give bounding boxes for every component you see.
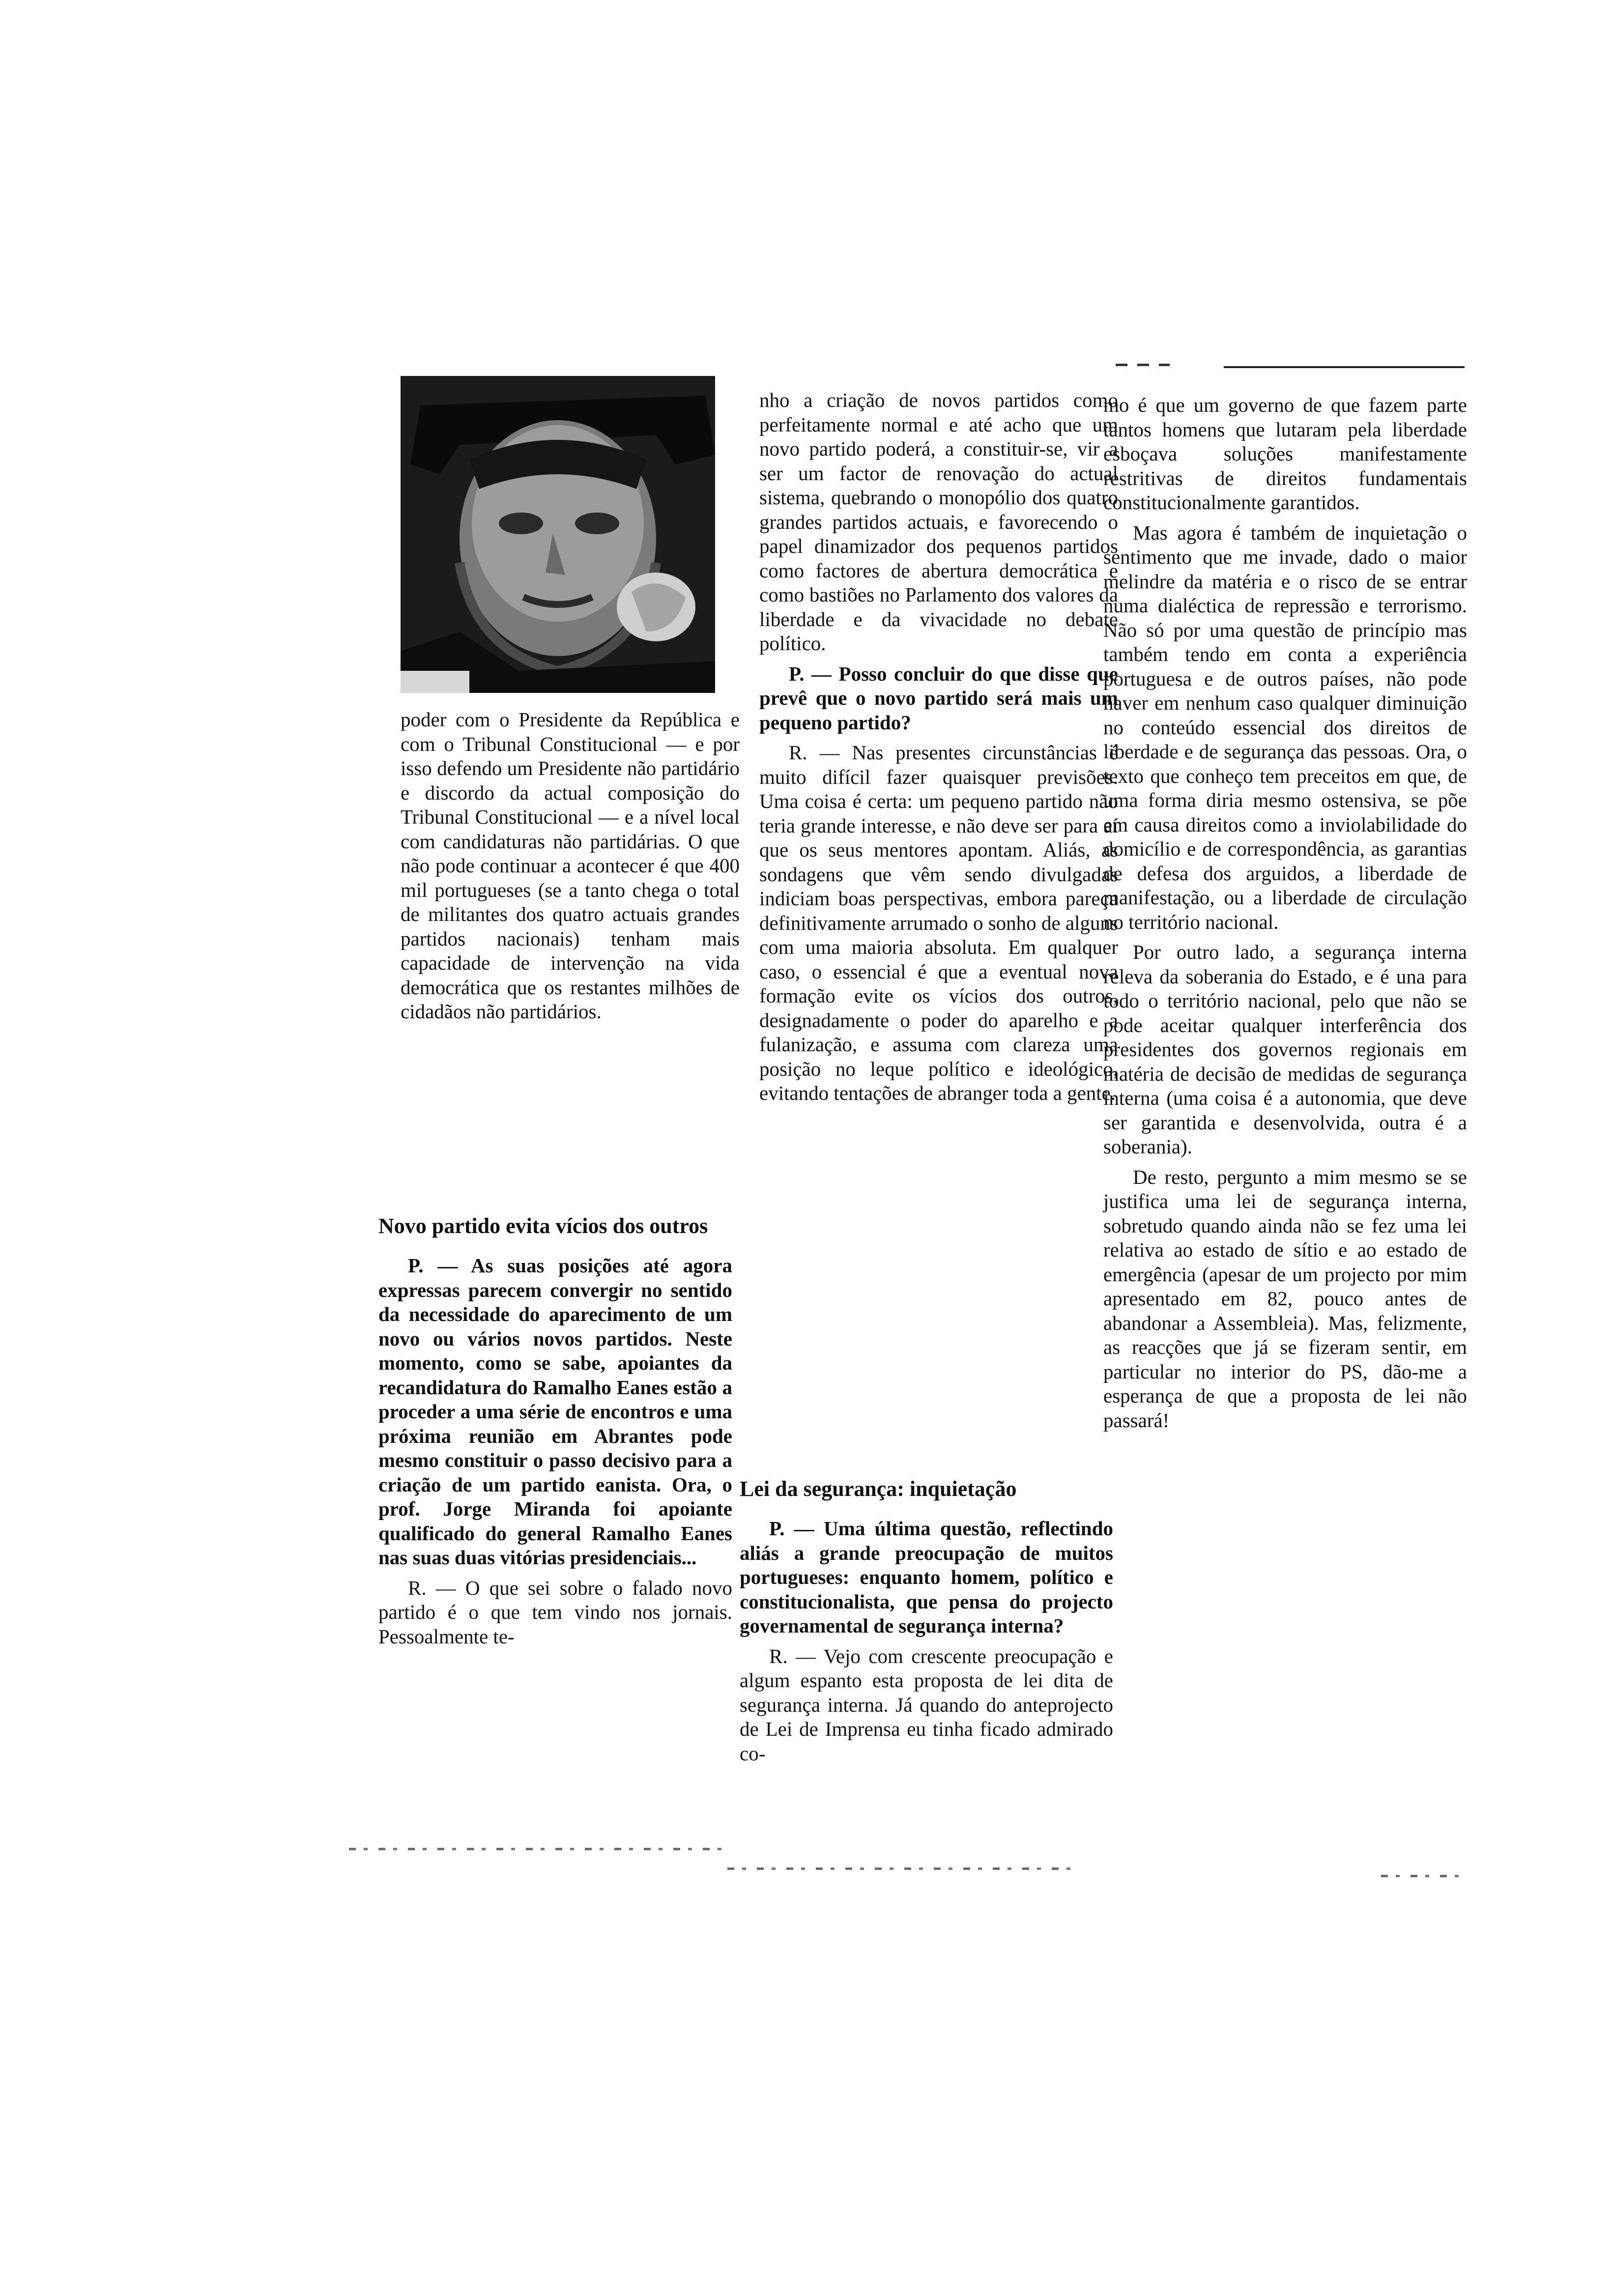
paragraph: nho a criação de novos partidos como perfeitamente normal e até acho que um novo partido poderá, a constituir-se, vir a ser um factor de renovação do actual sistema, quebrando o monopólio dos quatro grandes partidos actuais, e favorecendo o papel dinamizador dos pequenos partidos como factores de abertura democrática e como bastiões no Parlamento dos valores da liberdade e da vivacidade no debate político. bbox=[759, 389, 1118, 655]
scan-noise bbox=[349, 1848, 727, 1850]
scan-noise bbox=[727, 1867, 1081, 1870]
portrait-photo-icon bbox=[401, 376, 715, 693]
paragraph: De resto, pergunto a mim mesmo se se justifica uma lei de segurança interna, sobretudo quando ainda não se fez uma lei relativa ao estado de sítio e ao estado de emergência (apesar de um projecto por mim apresentado em 82, pouco antes de abandonar a Assembleia). Mas, felizmente, as reacções que já se fizeram sentir, em particular no interior do PS, dão-me a esperança de que a proposta de lei não passará! bbox=[1103, 1165, 1467, 1432]
paragraph: Por outro lado, a segurança interna releva da soberania do Estado, e é una para todo o território nacional, pelo que não se pode aceitar qualquer interferência dos presidentes dos governos regionais em matéria de decisão de medidas de segurança interna (uma coisa é a autonomia, que deve ser garantida e desenvolvida, outra é a soberania). bbox=[1103, 941, 1467, 1158]
section-heading: Novo partido evita vícios dos outros bbox=[378, 1214, 708, 1238]
section-heading: Lei da segurança: inquietação bbox=[740, 1477, 1017, 1501]
column-2-bottom bbox=[740, 1469, 1113, 1772]
question-paragraph: P. — Posso concluir do que disse que prevê que o novo partido será mais um pequeno partido? bbox=[759, 662, 1118, 734]
scan-noise bbox=[1381, 1875, 1465, 1877]
question-paragraph: P. — As suas posições até agora expressas parecem convergir no sentido da necessidade do aparecimento de um novo ou vários novos partidos. Neste momento, como se sabe, apoiantes da recandidatura do Ramalho Eanes estão a proceder a uma série de encontros e uma próxima reunião em Abrantes pode mesmo constituir o passo decisivo para a criação de um partido eanista. Ora, o prof. Jorge Miranda foi apoiante qualificado do general Ramalho Eanes nas suas duas vitórias presidenciais... bbox=[378, 1254, 732, 1569]
paragraph: poder com o Presidente da República e com o Tribunal Constitucional — e por isso defendo um Presidente não partidário e discordo da actual composição do Tribunal Constitucional — e a nível local com candidaturas não partidárias. O que não pode continuar a acontecer é que 400 mil portugueses (se a tanto chega o total de militantes dos quatro actuais grandes partidos nacionais) tenham mais capacidade de intervenção na vida democrática que os restantes milhões de cidadãos não partidários. bbox=[401, 708, 740, 1023]
paragraph: Mas agora é também de inquietação o sentimento que me invade, dado o maior melindre da matéria e o risco de se entrar numa dialéctica de repressão e terrorismo. Não só por uma questão de princípio mas também tendo em conta a experiência portuguesa e de outros países, não pode haver em nenhum caso qualquer diminuição no conteúdo essencial dos direitos de liberdade e de segurança das pessoas. Ora, o texto que conheço tem preceitos em que, de uma forma diria mesmo ostensiva, se põe em causa direitos como a inviolabilidade do domicílio e de correspondência, as garantias de defesa dos arguidos, a liberdade de manifestação, ou a liberdade de circulação no território nacional. bbox=[1103, 521, 1467, 933]
top-dash-rule bbox=[1116, 364, 1170, 366]
column-1-top bbox=[401, 708, 740, 1030]
answer-paragraph: R. — O que sei sobre o falado novo partido é o que tem vindo nos jornais. Pessoalmente te- bbox=[378, 1576, 732, 1648]
answer-paragraph: R. — Nas presentes circunstâncias é muito difícil fazer quaisquer previsões. Uma coisa é certa: um pequeno partido não teria grande interesse, e não deve ser para aí que os seus mentores apontam. Aliás, as sondagens que vêm sendo divulgadas indiciam boas perspectivas, embora pareça definitivamente arrumado o sonho de alguns com uma maioria absoluta. Em qualquer caso, o essencial é que a eventual nova formação evite os vícios dos outros, designadamente o poder do aparelho e a fulanização, e assuma com clareza uma posição no leque político e ideológico, evitando tentações de abranger toda a gente. bbox=[759, 741, 1118, 1104]
answer-paragraph: R. — Vejo com crescente preocupação e algum espanto esta proposta de lei dita de segurança interna. Já quando do anteprojecto de Lei de Imprensa eu tinha ficado admirado co- bbox=[740, 1644, 1113, 1765]
paragraph: mo é que um governo de que fazem parte tantos homens que lutaram pela liberdade esboçava soluções manifestamente restritivas de direitos fundamentais constitucionalmente garantidos. bbox=[1103, 394, 1467, 514]
column-2-top bbox=[759, 388, 1118, 1112]
column-3 bbox=[1103, 393, 1467, 1438]
question-paragraph: P. — Uma última questão, reflectindo aliás a grande preocupação de muitos portugueses: enquanto homem, político e constitucionalista, que pensa do projecto governamental de segurança interna? bbox=[740, 1517, 1113, 1637]
top-rule bbox=[1224, 366, 1465, 368]
portrait-photo bbox=[401, 376, 715, 693]
column-1-bottom bbox=[378, 1206, 732, 1655]
